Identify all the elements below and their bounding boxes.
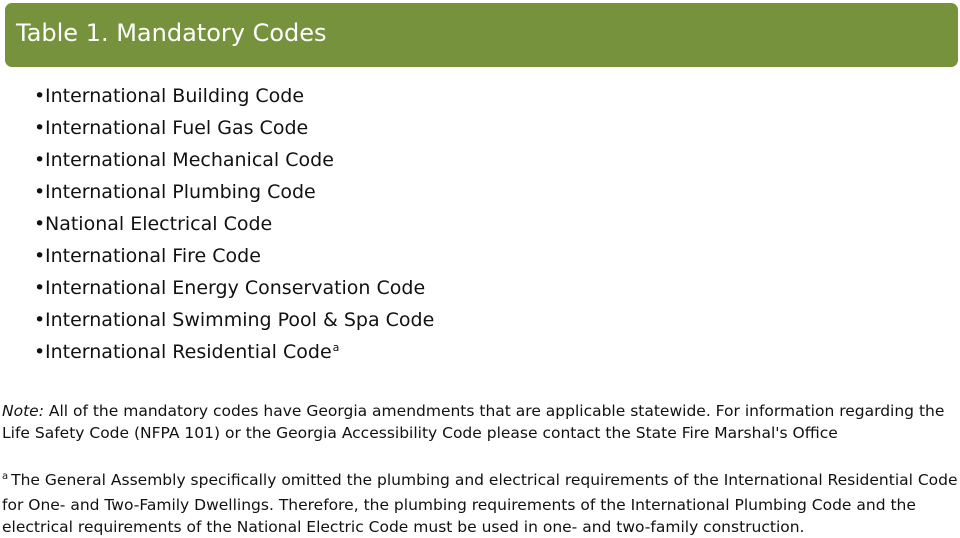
- bullet-icon: •: [34, 341, 46, 363]
- bullet-icon: •: [34, 181, 46, 203]
- bullet-icon: •: [34, 245, 46, 267]
- list-item: [34, 144, 434, 176]
- code-label: International Mechanical Code: [45, 149, 334, 171]
- bullet-icon: •: [34, 277, 46, 299]
- page-title: Table 1. Mandatory Codes: [16, 19, 327, 47]
- footnote-paragraph: [2, 469, 958, 538]
- code-label: International Fuel Gas Code: [45, 117, 309, 139]
- list-item: [34, 112, 434, 144]
- code-label: National Electrical Code: [45, 213, 273, 235]
- list-item: [34, 240, 434, 272]
- code-label: International Energy Conservation Code: [45, 277, 426, 299]
- list-item: [34, 176, 434, 208]
- list-item: [34, 208, 434, 240]
- footnote-reference: a: [332, 341, 340, 354]
- note-paragraph: [2, 400, 952, 444]
- code-label: International Fire Code: [45, 245, 261, 267]
- code-label: International Swimming Pool & Spa Code: [45, 309, 435, 331]
- code-label: International Building Code: [45, 85, 305, 107]
- note-text: All of the mandatory codes have Georgia amendments that are applicable statewide. For information regarding the Life Safety Code (NFPA 101) or the Georgia Accessibility Code please contact the State Fire Marshal's Office: [2, 402, 945, 442]
- list-item: [34, 80, 434, 112]
- list-item: [34, 336, 434, 368]
- footnote-text: The General Assembly specifically omitted the plumbing and electrical requirements of the International Residential Code for One- and Two-Family Dwellings. Therefore, the plumbing requirements of the International Plumbing Code and the electrical requirements of the National Electric Code must be used in one- and two-family construction.: [2, 471, 958, 536]
- list-item: [34, 304, 434, 336]
- note-label: Note:: [2, 402, 44, 420]
- bullet-icon: •: [34, 149, 46, 171]
- bullet-icon: •: [34, 213, 46, 235]
- table-header: [5, 3, 958, 67]
- bullet-icon: •: [34, 309, 46, 331]
- mandatory-codes-list: [34, 80, 434, 368]
- list-item: [34, 272, 434, 304]
- code-label: International Plumbing Code: [45, 181, 316, 203]
- footnote-marker: a: [2, 471, 9, 482]
- bullet-icon: •: [34, 117, 46, 139]
- bullet-icon: •: [34, 85, 46, 107]
- code-label: International Residential Code: [45, 341, 332, 363]
